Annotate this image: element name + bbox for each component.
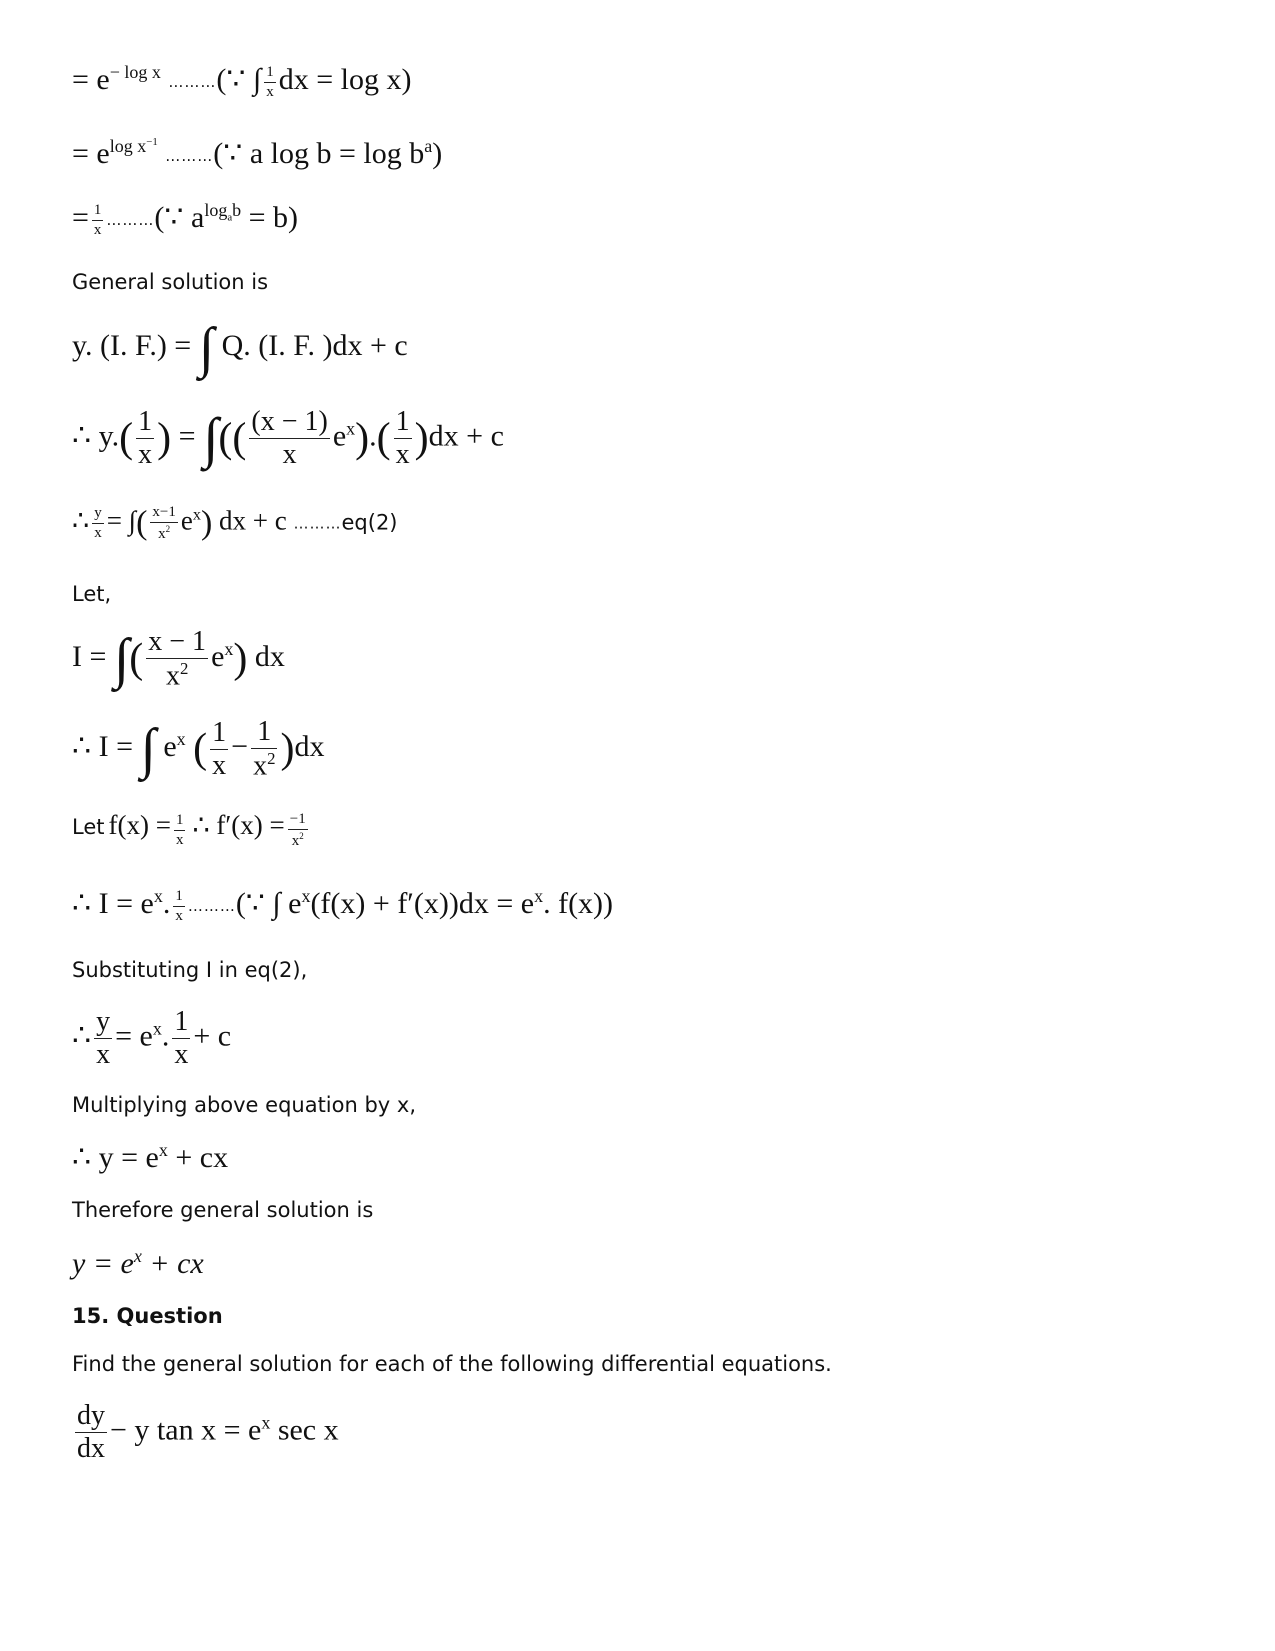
integral-sign: ∫ <box>198 317 215 379</box>
eq7-num: x − 1 <box>148 626 207 657</box>
dx: dx <box>77 1433 105 1464</box>
eq9-d2-wrap <box>288 830 308 849</box>
question-heading: 15. Question <box>72 1304 223 1328</box>
eq13-tail: + cx <box>141 1247 204 1280</box>
eq10-note-sup2: x <box>534 886 544 906</box>
eq3-lhs: = <box>72 201 89 234</box>
eq5-fraction-2 <box>249 408 329 469</box>
eq12-tail: + cx <box>167 1141 229 1174</box>
eq7-ex-sup: x <box>224 639 234 660</box>
eq5-d1: x <box>138 439 153 470</box>
eq1-dots: ……… <box>168 73 217 92</box>
eq6-ex-sup: x <box>192 505 201 524</box>
eq3-note-sup: log <box>204 200 228 220</box>
eq7-fraction <box>146 628 208 690</box>
eq3-frac-den: x <box>93 221 102 238</box>
equation-line-5: ∴ y.( $\frac{1}{x}$ ) = ∫(( $\frac{(x - 1)}{x}$ $e^x$).( $\frac{1}{x}$ )dx + c <box>72 406 504 470</box>
integral-sign: ∫ <box>113 628 130 691</box>
eq10-note-pre: (∵ ∫ e <box>235 887 302 920</box>
eq5-d3: x <box>395 439 410 470</box>
eq1-note-pre: (∵ ∫ <box>216 63 262 96</box>
eq8-d2-sup: 2 <box>267 749 276 768</box>
eq1-frac-num: 1 <box>264 65 276 83</box>
eq6-d2-sup: 2 <box>165 524 171 534</box>
eq6-n1: y <box>92 506 104 524</box>
eq9-mid: ∴ f′(x) = <box>192 810 285 840</box>
eq9-n1: 1 <box>174 813 186 831</box>
eq8-ex: e <box>163 730 177 764</box>
eq8-fraction-1 <box>210 716 228 781</box>
eq5-ex-sup: x <box>346 418 356 439</box>
eq9-n2: −1 <box>288 812 308 830</box>
eq9-let: Let <box>72 815 105 839</box>
text-therefore: Therefore general solution is <box>72 1198 374 1222</box>
eq6-dots: ……… <box>293 514 342 533</box>
eq3-note-sub: a <box>227 211 233 224</box>
eq9-d1: x <box>175 831 184 848</box>
eq13-text: y = e <box>72 1247 134 1280</box>
eq1-fraction <box>264 65 276 100</box>
eq1-note-post: dx = log x) <box>278 63 412 96</box>
eq11-fraction-1 <box>94 1008 112 1069</box>
eq11-d2: x <box>174 1039 189 1070</box>
eq6-n2: x−1 <box>150 505 177 523</box>
eq6-equals: = <box>106 505 122 536</box>
eq8-fraction-2 <box>251 718 277 780</box>
eq11-tail: + c <box>193 1019 232 1053</box>
eq10-note-sup: x <box>301 886 311 906</box>
text-general-solution: General solution is <box>72 270 269 294</box>
eq3-frac-num: 1 <box>92 203 104 221</box>
eq7-den-sup: 2 <box>179 659 189 678</box>
eq8-minus: − <box>231 730 249 764</box>
dy-dx-fraction <box>75 1402 107 1463</box>
text-substituting: Substituting I in eq(2), <box>72 958 308 982</box>
eq10-num: 1 <box>173 889 185 907</box>
eq8-d2: x <box>253 750 268 782</box>
equation-line-8: ∴ I = ∫ $e^x$ ( $\frac{1}{x}$ − $\frac{1}{x^2}$ )dx <box>72 716 325 782</box>
eq10-dot: . <box>162 887 171 920</box>
eq9-f: f(x) = <box>108 810 171 840</box>
integral-sign: ∫ <box>203 407 219 470</box>
eq7-ex: e <box>211 640 225 674</box>
eq5-ex: e <box>332 419 347 453</box>
eq4-lhs: y. (I. F.) = <box>72 328 192 362</box>
equation-line-1 <box>72 62 411 100</box>
eq2-lhs: = e <box>72 137 110 170</box>
final-solution <box>72 1246 204 1281</box>
eq5-dot: . <box>369 419 377 453</box>
eq2-close: ) <box>432 137 443 170</box>
eq7-tail: dx <box>254 640 285 674</box>
eq10-pre: ∴ I = e <box>72 887 154 920</box>
eq5-fraction-3 <box>394 408 412 469</box>
eq5-n1: 1 <box>138 406 153 437</box>
eq2-label: eq(2) <box>341 510 398 535</box>
equation-line-6: ∴ $\frac{y}{x}$ = ∫( $\frac{x-1}{x^2}$ $e^x$) dx + c ………eq(2) <box>72 504 398 542</box>
eq3-dots: ……… <box>106 211 155 230</box>
eq11-d1: x <box>96 1039 111 1070</box>
eq1-exponent: − log x <box>109 62 161 82</box>
equation-line-3 <box>72 200 298 238</box>
eq6-d2-wrap <box>150 523 177 542</box>
eq9-fraction-1 <box>174 813 186 848</box>
eq2-dots: ……… <box>165 147 214 166</box>
equation-line-7: I = ∫( $\frac{x - 1}{x^2}$ $e^x$) dx <box>72 626 285 692</box>
eq6-fraction-1 <box>92 506 104 541</box>
eq7-pre: I = <box>72 640 107 674</box>
text-multiplying: Multiplying above equation by x, <box>72 1093 417 1117</box>
eq10-den: x <box>175 907 183 924</box>
eq13-sup: x <box>133 1246 142 1266</box>
eq10-dots: ……… <box>187 897 236 916</box>
eq8-n1: 1 <box>212 716 227 748</box>
eq10-note-post: (f(x) + f′(x))dx = e <box>310 887 535 920</box>
eq2-exponent: log x <box>109 136 147 156</box>
eq4-rhs: Q. (I. F. )dx + c <box>221 328 408 362</box>
eq3-note-pre: (∵ a <box>154 201 205 234</box>
eq8-ex-sup: x <box>176 729 186 750</box>
eq3-note-post: = b) <box>241 201 299 234</box>
eq5-n2: (x − 1) <box>251 406 328 437</box>
eq14-tail: sec x <box>270 1413 339 1447</box>
equation-line-11 <box>72 1008 231 1069</box>
equation-line-12 <box>72 1140 228 1175</box>
eq11-n2: 1 <box>174 1006 189 1037</box>
equation-line-2 <box>72 136 442 171</box>
eq11-n1: y <box>96 1006 111 1037</box>
eq14-rest: − y tan x = e <box>110 1413 262 1447</box>
eq5-equals: = <box>171 419 204 453</box>
eq7-den: x <box>165 660 180 692</box>
eq6-pre: ∴ <box>72 505 90 536</box>
eq9-d2-sup: 2 <box>299 830 304 841</box>
eq8-d2-wrap <box>251 749 277 780</box>
equation-line-9 <box>72 810 311 849</box>
eq9-d2: x <box>291 832 300 849</box>
eq3-note-sup2: b <box>232 200 242 220</box>
eq12-text: ∴ y = e <box>72 1141 159 1174</box>
eq10-fraction <box>173 889 185 924</box>
eq8-d1: x <box>212 749 227 781</box>
eq1-frac-den: x <box>266 83 274 100</box>
eq3-fraction <box>92 203 104 238</box>
equation-line-4 <box>72 317 408 379</box>
eq6-d2: x <box>158 526 166 542</box>
eq5-tail: dx + c <box>428 419 504 453</box>
eq7-den-wrap <box>146 659 208 690</box>
eq9-fraction-2 <box>288 812 308 849</box>
eq2-note-sup: a <box>424 136 433 156</box>
eq5-n3: 1 <box>395 406 410 437</box>
eq6-ex: e <box>180 505 193 536</box>
eq10-pre-sup: x <box>153 886 163 906</box>
eq14-sup: x <box>261 1412 271 1433</box>
eq8-pre: ∴ I = <box>72 730 133 764</box>
eq8-tail: dx <box>294 730 325 764</box>
dy: dy <box>77 1400 105 1431</box>
eq5-d2: x <box>282 439 297 470</box>
eq5-pre: ∴ y. <box>72 419 120 453</box>
eq6-d1: x <box>94 525 102 541</box>
question-equation <box>72 1402 339 1463</box>
eq6-fraction-2 <box>150 505 177 542</box>
integral-sign: ∫ <box>140 718 156 781</box>
eq1-lhs: = e <box>72 63 110 96</box>
eq5-fraction-1 <box>136 408 154 469</box>
equation-line-10 <box>72 886 613 924</box>
eq6-tail: dx + c <box>219 505 287 536</box>
eq2-exponent-2: −1 <box>146 136 158 148</box>
text-let: Let, <box>72 582 112 606</box>
eq10-note-end: . f(x)) <box>543 887 614 920</box>
question-text: Find the general solution for each of the following differential equations. <box>72 1352 832 1376</box>
eq8-n2: 1 <box>251 718 277 749</box>
eq11-fraction-2 <box>172 1008 190 1069</box>
integral-sign: ∫ <box>128 505 137 536</box>
eq11-mid: = e <box>115 1019 153 1053</box>
eq11-dot: . <box>161 1019 170 1053</box>
eq11-pre: ∴ <box>72 1019 92 1053</box>
eq12-sup: x <box>158 1140 168 1160</box>
eq2-note: (∵ a log b = log b <box>213 137 425 170</box>
eq11-mid-sup: x <box>152 1018 162 1039</box>
